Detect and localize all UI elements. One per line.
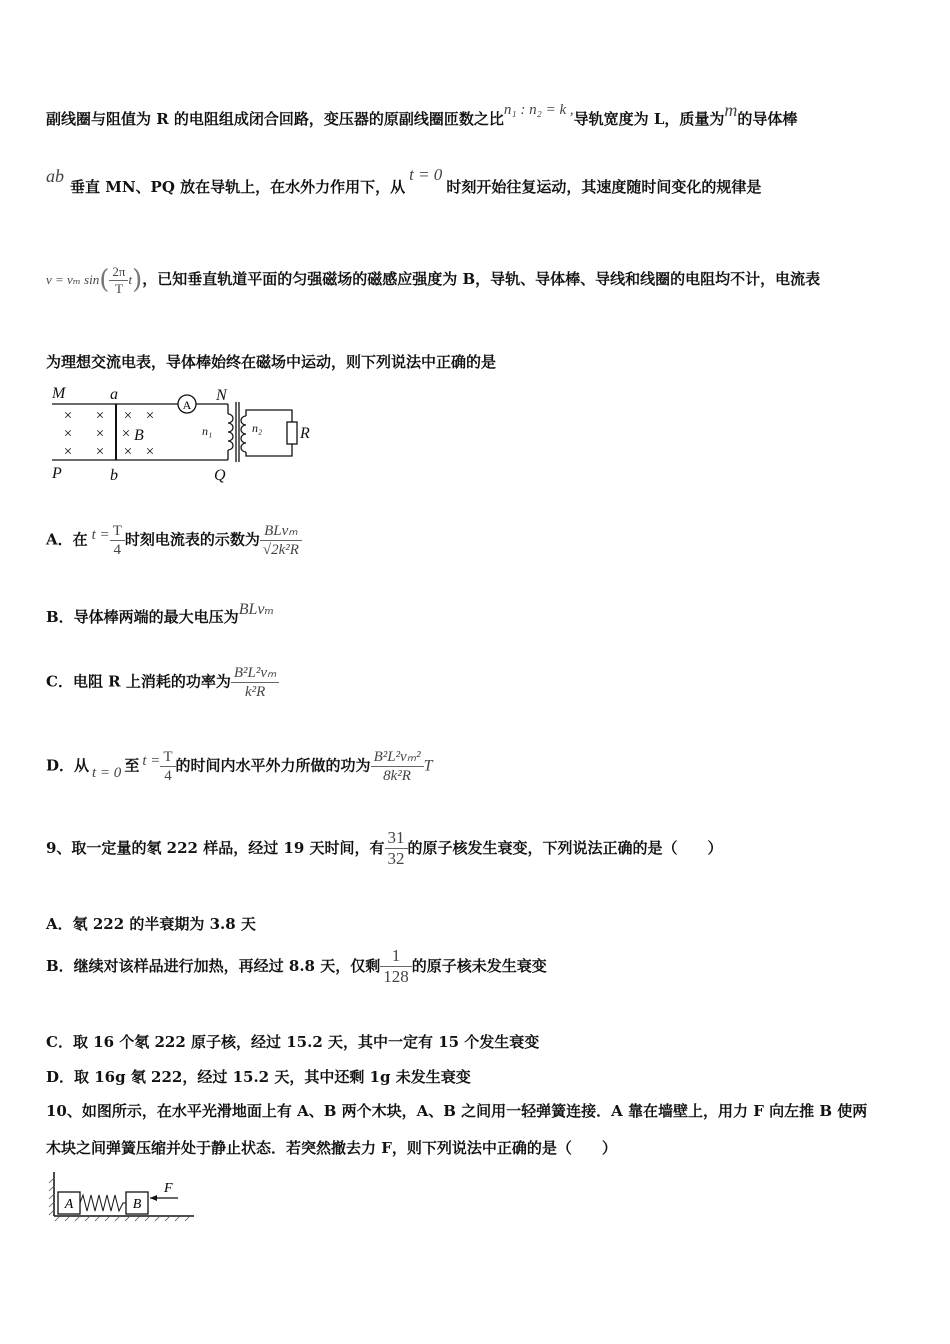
text: 时刻开始往复运动，其速度随时间变化的规律是 (446, 178, 762, 196)
text: 9、取一定量的氡 222 样品，经过 19 天时间，有 (46, 838, 385, 857)
text: 时刻电流表的示数为 (124, 530, 260, 549)
svg-text:×: × (63, 426, 73, 442)
time-zero: t = 0 (409, 165, 443, 184)
svg-text:B: B (134, 427, 144, 444)
svg-text:×: × (63, 444, 73, 460)
svg-text:b: b (110, 467, 118, 484)
text: A．在 (46, 530, 88, 549)
paren: ( (99, 265, 110, 296)
t-eq: t = (91, 526, 110, 543)
t-zero: t = 0 (92, 764, 122, 781)
t-eq: t = (142, 752, 161, 769)
svg-text:×: × (145, 444, 155, 460)
rod-ab-symbol: ab (46, 166, 64, 186)
q8-option-c (46, 664, 279, 701)
text: B．导体棒两端的最大电压为 (46, 608, 239, 626)
q10-line-1 (46, 1100, 867, 1121)
svg-text:N: N (216, 387, 227, 404)
secondary-coil (241, 416, 246, 452)
text: C．电阻 R 上消耗的功率为 (46, 672, 231, 691)
t-symbol: t (128, 272, 133, 288)
q8-option-b (46, 601, 275, 627)
frac-T-4: $\frac{T}{4}$ (160, 748, 175, 785)
intro-line-4 (46, 351, 496, 372)
block-b-label: B (132, 1197, 142, 1212)
spring-blocks-figure (46, 1168, 198, 1224)
q8-option-a (46, 522, 302, 559)
text: 为理想交流电表，导体棒始终在磁场中运动，则下列说法中正确的是 (46, 353, 497, 371)
text: 10、如图所示，在水平光滑地面上有 A、B 两个木块，A、B 之间用一轻弹簧连接．A 靠在墙壁上，用力 F 向左推 B 使两 (46, 1102, 868, 1120)
text: D．从 (46, 756, 90, 775)
svg-text:×: × (121, 426, 131, 442)
svg-text:×: × (63, 408, 73, 424)
text: 的时间内水平外力所做的功为 (175, 756, 371, 775)
frac-work: $\frac{\text{B²L²vₘ²}}{\text{8k²R}}$ (371, 748, 424, 785)
svg-text:a: a (110, 386, 118, 403)
text: A．氡 222 的半衰期为 3.8 天 (46, 915, 256, 933)
max-voltage: BLvₘ (238, 601, 275, 618)
frac-current: $\frac{\text{BLvₘ}}{\text{√2k²R}}$ (260, 522, 302, 559)
text: D．取 16g 氡 222，经过 15.2 天，其中还剩 1g 未发生衰变 (46, 1068, 471, 1086)
svg-text:×: × (145, 408, 155, 424)
text: 副线圈与阻值为 R 的电阻组成闭合回路，变压器的原副线圈匝数之比 (46, 110, 504, 128)
svg-text:×: × (95, 408, 105, 424)
frac-1-128: $\frac{1}{128}$ (380, 946, 412, 988)
force-label: F (164, 1181, 173, 1196)
svg-text:×: × (123, 444, 133, 460)
circuit-diagram (46, 380, 326, 490)
intro-line-1 (46, 100, 798, 129)
q9-option-a (46, 913, 256, 934)
q9-option-b (46, 946, 547, 988)
intro-line-3 (46, 264, 820, 296)
text: B．继续对该样品进行加热，再经过 8.8 天，仅剩 (46, 956, 381, 975)
velocity-formula: v = vₘ sin (46, 272, 100, 288)
text: 的原子核发生衰变，下列说法正确的是（ ） (407, 838, 723, 857)
circuit-figure (46, 380, 326, 490)
spring (80, 1195, 126, 1211)
text: C．取 16 个氡 222 原子核，经过 15.2 天，其中一定有 15 个发生衰变 (46, 1033, 540, 1051)
text: 的原子核未发生衰变 (411, 956, 547, 975)
q8-option-d (46, 748, 432, 785)
frac-31-32: $\frac{31}{32}$ (385, 828, 408, 870)
T-symbol: T (423, 757, 433, 775)
paren: ) (132, 265, 143, 296)
svg-text:n₁: n₁ (202, 424, 213, 438)
text: 导轨宽度为 L，质量为 (573, 110, 725, 128)
svg-text:×: × (95, 444, 105, 460)
q9-option-c (46, 1031, 539, 1052)
text: 至 (124, 756, 140, 775)
q9-option-d (46, 1066, 471, 1087)
frac-power: $\frac{\text{B²L²vₘ}}{\text{k²R}}$ (231, 664, 280, 701)
intro-line-2 (46, 165, 762, 197)
text: 垂直 MN、PQ 放在导轨上，在水外力作用下，从 (70, 178, 406, 196)
svg-text:P: P (52, 465, 62, 482)
q9-stem (46, 828, 723, 870)
frac-T-4: $\frac{T}{4}$ (110, 522, 125, 559)
svg-text:×: × (123, 408, 133, 424)
resistor (287, 422, 297, 444)
text: ，已知垂直轨道平面的匀强磁场的磁感应强度为 B，导轨、导体棒、导线和线圈的电阻均不计，电流表 (142, 270, 821, 289)
svg-text:×: × (95, 426, 105, 442)
frac-2pi-T: $\frac{2\pi}{T}$ (109, 264, 128, 296)
primary-coil (228, 414, 233, 450)
turns-ratio: n₁ : n₂ = k , (503, 102, 574, 118)
svg-text:n₂: n₂ (252, 421, 263, 435)
spring-diagram (46, 1168, 198, 1224)
mass-symbol: m (724, 100, 738, 120)
svg-text:Q: Q (214, 467, 226, 484)
ammeter-label: A (182, 398, 192, 412)
block-a-label: A (64, 1197, 74, 1212)
svg-text:R: R (300, 425, 310, 442)
text: 木块之间弹簧压缩并处于静止状态．若突然撤去力 F，则下列说法中正确的是（ ） (46, 1139, 617, 1157)
q10-line-2 (46, 1137, 617, 1158)
svg-text:M: M (52, 385, 66, 402)
text: 的导体棒 (737, 110, 798, 128)
